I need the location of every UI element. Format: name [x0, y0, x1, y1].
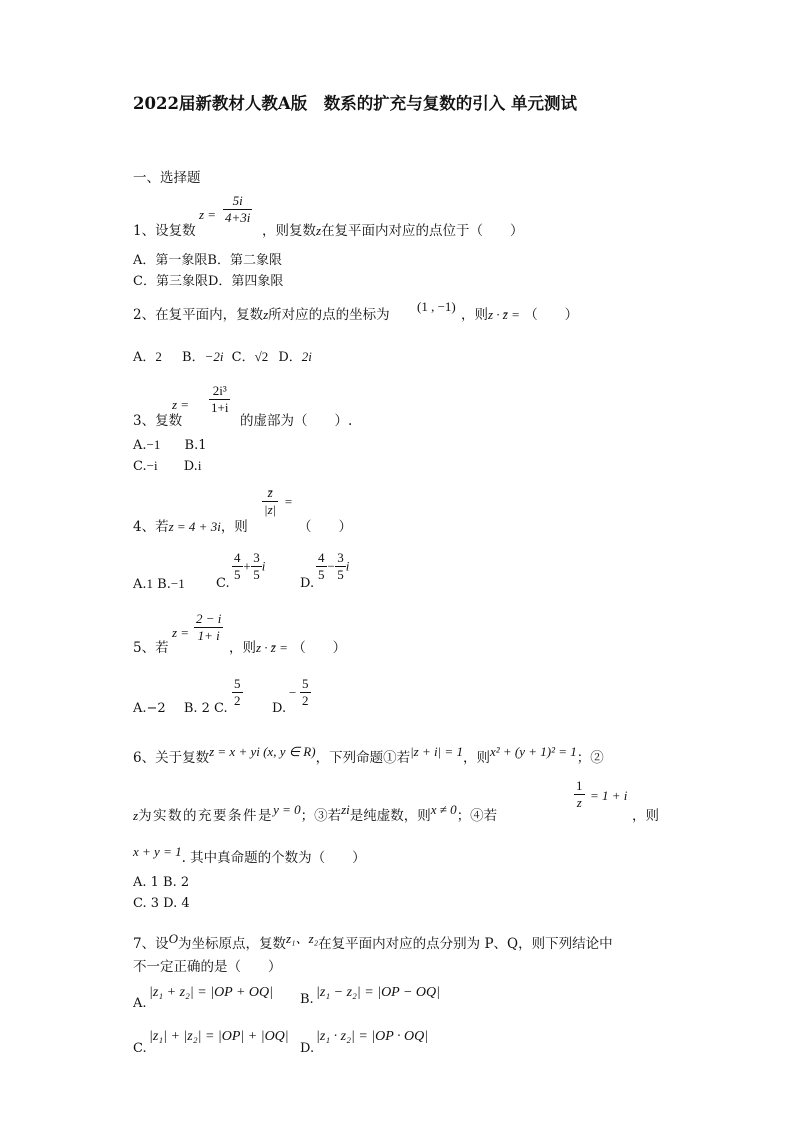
q7-l1-O: O: [168, 931, 178, 946]
q4-d-n2: 3: [337, 550, 344, 565]
q3-opt-c: C.: [133, 459, 147, 474]
q3-frac-den: 1+i: [211, 400, 229, 415]
page-title: 2022届新教材人教A版 数系的扩充与复数的引入 单元测试: [133, 94, 577, 113]
q2-stem-b: 所对应的点的坐标为: [268, 307, 390, 323]
q7-line1: [133, 932, 613, 952]
q5-expr: z · z̄ =: [256, 640, 288, 655]
q6-line2: [133, 804, 497, 824]
q4-fraction: [262, 485, 278, 518]
q3-stem: 的虚部为（ ）.: [240, 413, 353, 429]
q7-line2: 不一定正确的是（ ）: [133, 959, 282, 975]
q4-d-d2: 5: [337, 567, 344, 582]
q2-stem-tail: [461, 303, 578, 323]
q7-opt-b: B.: [300, 992, 314, 1007]
q1-stem: [262, 219, 524, 239]
q6-l2-e: ，则: [632, 808, 659, 824]
q4-frac-den: |z|: [264, 502, 277, 517]
q6-l2-x: x ≠ 0: [430, 802, 457, 817]
q6-l2-b: ；③若: [300, 808, 342, 824]
q7-expr-a: |z₁ + z₂| = |OP + OQ|: [149, 985, 273, 1000]
q4-opt-a: A.: [133, 577, 147, 592]
q6-l1-eq: x² + (y + 1)² = 1: [489, 744, 577, 759]
q5-d-den: 2: [302, 693, 309, 708]
q3-frac-num: 2i³: [209, 383, 230, 400]
q3-stem-prefix: 3、复数: [133, 413, 183, 429]
q6-l2-d: ；④若: [456, 808, 498, 824]
q4-c-n2: 3: [253, 550, 260, 565]
q6-l1-c: ，则: [462, 750, 490, 766]
q3-opt-b: B.1: [184, 438, 207, 453]
q1-fraction: [223, 193, 252, 226]
q4-d-d1: 5: [318, 567, 325, 582]
q1-stem-prefix: 1、设复数: [133, 223, 196, 239]
q5-frac-num: 2 − i: [196, 611, 222, 626]
q5-frac-den: 1+ i: [197, 628, 220, 643]
q4-c-d1: 5: [234, 567, 241, 582]
q2-val-c: √2: [254, 349, 269, 364]
q6-options-row2: C. 3 D. 4: [133, 896, 190, 911]
q7-opt-a: A.: [133, 996, 147, 1011]
q7-l1-z1z2: z₁、z₂: [285, 931, 319, 946]
q6-line1: [133, 746, 604, 766]
q6-line3: [133, 846, 366, 866]
q2-expr: z · z̄ =: [488, 307, 520, 322]
q7-expr-c: |z₁| + |z₂| = |OP| + |OQ|: [149, 1029, 289, 1044]
q2-opt-c: C．: [231, 350, 255, 365]
q4-c-d2: 5: [253, 567, 260, 582]
q6-frac: [574, 778, 585, 811]
q3-val-c: −i: [146, 458, 158, 473]
q4-d-op: −: [326, 558, 336, 574]
q6-l1-b: ，下列命题①若: [315, 750, 411, 766]
q6-l2-a: 为实数的充要条件是: [138, 808, 274, 824]
q5-stem-c: （ ）: [292, 640, 347, 656]
q3-opt-a: A.: [133, 438, 147, 453]
q7-expr-d: |z₁ · z₂| = |OP · OQ|: [316, 1029, 429, 1044]
q4-d-i: i: [345, 558, 350, 574]
q6-l1-abs: |z + i| = 1: [410, 744, 463, 759]
q2-val-a: 2: [155, 349, 162, 364]
q5-stem-prefix: 5、若: [133, 640, 169, 656]
q5-option-c-frac: [232, 676, 243, 709]
q5-option-d-frac: [300, 676, 311, 709]
q4-c-op: +: [242, 558, 252, 574]
q3-fraction: [209, 383, 230, 416]
q5-c-num: 5: [234, 676, 241, 691]
section-heading: 一、选择题: [133, 170, 201, 186]
q6-options-row1: A. 1 B. 2: [133, 875, 190, 890]
q6-l2-y0: y = 0: [273, 802, 301, 817]
q1-z-eq: z =: [199, 207, 217, 222]
q3-val-a: −1: [146, 437, 161, 452]
q4-stem: [133, 515, 248, 535]
q3-z-eq: z =: [172, 397, 190, 412]
q7-l1-a: 7、设: [133, 936, 169, 952]
q4-option-d-expr: [316, 550, 349, 583]
q6-l3-a: . 其中真命题的个数为（ ）: [181, 850, 366, 866]
q6-l1-expr: z = x + yi (x, y ∈ R): [209, 744, 316, 759]
q1-frac-den: 4+3i: [225, 210, 251, 225]
q3-val-d: i: [197, 458, 202, 473]
q5-opt-b: B. 2 C.: [183, 701, 228, 716]
q3-options-row1: [133, 437, 206, 453]
q4-d-n1: 4: [318, 550, 325, 565]
q4-stem-a: 4、若: [133, 519, 169, 535]
q2-stem-c: ，则: [461, 307, 488, 323]
q6-rhs: = 1 + i: [590, 788, 628, 803]
q1-options-row1: A．第一象限B．第二象限: [133, 253, 282, 268]
q5-z-eq: z =: [172, 625, 190, 640]
q6-frac-den: z: [576, 795, 582, 810]
q4-opt-d: D.: [300, 576, 315, 591]
q7-opt-c: C.: [133, 1041, 147, 1056]
q2-opt-a: A．: [133, 350, 156, 365]
q7-opt-d: D.: [300, 1041, 315, 1056]
q1-frac-num: 5i: [223, 193, 252, 210]
q2-opt-d: D．: [278, 350, 302, 365]
q4-stem-tail: （ ）: [298, 519, 352, 535]
q5-options-abc: [133, 701, 228, 716]
q3-opt-d: D.: [183, 459, 198, 474]
q6-l1-a: 6、关于复数: [133, 750, 210, 766]
q4-val-a: 1: [146, 576, 154, 591]
q5-opt-a: A.−2: [133, 701, 166, 716]
q1-stem-b: 在复平面内对应的点位于（ ）: [321, 223, 524, 239]
q4-c-n1: 4: [234, 550, 241, 565]
q2-options: [133, 346, 312, 365]
q6-l2-z: z: [133, 808, 139, 823]
q4-c-i: i: [261, 558, 266, 574]
q4-eq: =: [284, 494, 293, 509]
q2-z: z: [263, 307, 269, 322]
q5-d-num: 5: [302, 676, 309, 691]
q2-stem: [133, 303, 390, 323]
q4-stem-b: ，则: [220, 519, 248, 535]
q4-expr: z = 4 + 3i: [168, 519, 221, 534]
q2-val-b: −2i: [204, 349, 224, 364]
q4-opt-b: B.: [157, 577, 171, 592]
q4-val-b: −1: [170, 576, 185, 591]
q5-stem-b: ，则: [229, 640, 256, 656]
q5-c-den: 2: [234, 693, 241, 708]
q3-options-row2: [133, 458, 201, 474]
q1-z: z: [316, 223, 322, 238]
q1-stem-a: ，则复数: [262, 223, 316, 239]
q4-options-ab: [133, 576, 185, 592]
q6-l2-c: 是纯虚数，则: [349, 808, 431, 824]
q2-val-d: 2i: [301, 349, 312, 364]
q2-stem-a: 2、在复平面内，复数: [133, 307, 264, 323]
q7-expr-b: |z₁ − z₂| = |OP − OQ|: [316, 985, 440, 1000]
q4-frac-num: z̄: [262, 485, 278, 502]
q5-opt-d: D.: [272, 701, 287, 716]
q6-l1-d: ；②: [576, 750, 604, 766]
q5-stem: [229, 636, 346, 656]
q6-l3-expr: x + y = 1: [133, 844, 182, 859]
q4-option-c-expr: [232, 550, 265, 583]
q2-stem-d: （ ）: [524, 307, 579, 323]
q7-l1-c: 在复平面内对应的点分别为 P、Q，则下列结论中: [318, 936, 613, 952]
q6-frac-num: 1: [576, 778, 583, 793]
q1-options-row2: C．第三象限D．第四象限: [133, 274, 284, 289]
q6-l2-zi: zi: [341, 802, 350, 817]
q4-opt-c: C.: [216, 576, 230, 591]
q5-d-sign: −: [289, 685, 297, 700]
q2-coord: (1 , −1): [417, 299, 456, 314]
q5-fraction: [194, 611, 223, 644]
q2-opt-b: B．: [182, 350, 205, 365]
q7-l1-b: 为坐标原点，复数: [177, 936, 286, 952]
